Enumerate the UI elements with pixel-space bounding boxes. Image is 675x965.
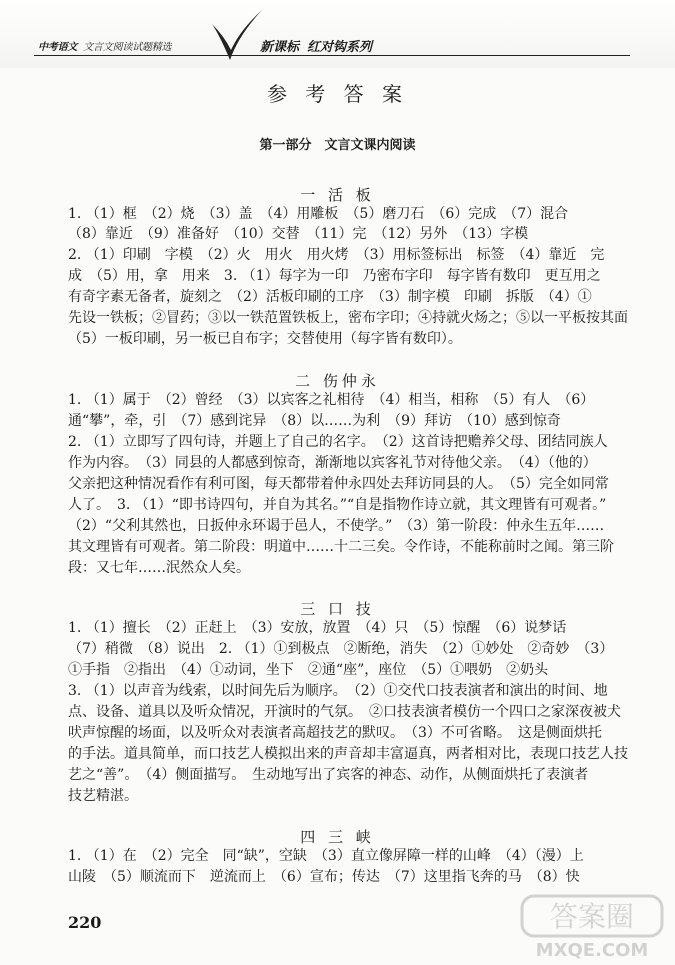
book-title: 中考语文 [38, 42, 78, 53]
answer-line: 1. （1）擅长 （2）正赶上 （3）安放，放置 （4）只 （5）惊醒 （6）说梦话 [68, 620, 567, 636]
answer-line: （8）靠近 （9）准备好 （10）交替 （11）完 （12）另外 （13）字模 [68, 226, 529, 242]
answer-line: ①手指 ②指出 （4）①动词，坐下 ②通“座”，座位 （5）①喂奶 ②奶头 [68, 662, 549, 678]
svg-text:MXQE.COM: MXQE.COM [535, 940, 649, 961]
answer-line: 作为内容。 （3）同县的人都感到惊奇，渐渐地以宾客礼节对待他父亲。 （4）（他的） [68, 455, 597, 471]
answer-line: 父亲把这种情况看作有利可图，每天都带着仲永四处去拜访同县的人。 （5）完全如同常 [68, 476, 609, 492]
series-label: 红对钩系列 [307, 40, 373, 55]
answer-line: 成 （5）用，拿 用来 3. （1）每字为一印 乃密布字印 每字皆有数印 更互用之 [68, 268, 601, 284]
answer-line: （7）稍微 （8）说出 2. （1）①到极点 ②断绝，消失 （2）①妙处 ②奇妙 （3） [68, 641, 614, 657]
book-subtitle: 文言文阅读试题精选 [83, 42, 172, 53]
brand-label: 新课标 [260, 40, 300, 55]
answer-line: （2）“父利其然也，日扳仲永环谒于邑人，不使学。” （3）第一阶段：仲永生五年…… [68, 518, 605, 534]
header-divider [34, 55, 630, 56]
answer-line: 人了。 3. （1）“即书诗四句，并自为其名。”“自是指物作诗立就，其文理皆有可观者。” [68, 497, 607, 513]
answer-line: 点、设备、道具以及听众情况，开演时的气氛。 ②口技表演者模仿一个四口之家深夜被犬 [68, 704, 621, 720]
answer-line: 1. （1）属于 （2）曾经 （3）以宾客之礼相待 （4）相当，相称 （5）有人 （6） [68, 392, 595, 408]
section-title: 三 口 技 [300, 600, 375, 618]
answer-line: 通“攀”，牵，引 （7）感到诧异 （8）以……为利 （9）拜访 （10）感到惊奇 [68, 413, 561, 429]
svg-text:答案圈: 答案圈 [549, 900, 635, 933]
answer-line: 有奇字素无备者，旋刻之 （2）活板印刷的工序 （3）制字模 印刷 拆版 （4）① [68, 289, 592, 305]
answer-line: 2. （1）印刷 字模 （2）火 用火 用火烤 （3）用标签标出 标签 （4）靠近 完 [68, 247, 605, 263]
running-header [0, 0, 675, 68]
site-watermark-logo [518, 892, 666, 962]
answer-line: 技艺精湛。 [68, 788, 138, 804]
part-title: 第一部分 文言文课内阅读 [259, 138, 416, 153]
answer-line: 1. （1）在 （2）完全 同“缺”，空缺 （3）直立像屏障一样的山峰 （4）（漫）上 [68, 848, 584, 864]
series-header [260, 36, 372, 55]
answer-line: 的手法。道具简单，而口技艺人模拟出来的声音却丰富逼真，两者相对比，表现口技艺人技 [68, 746, 628, 762]
page-number: 220 [68, 913, 102, 932]
answer-line: 1. （1）框 （2）烧 （3）盖 （4）用雕板 （5）磨刀石 （6）完成 （7）混合 [68, 206, 569, 222]
section-title: 一 活 板 [300, 186, 375, 204]
book-title-header [38, 38, 171, 53]
answer-line: 2. （1）立即写了四句诗，并题上了自己的名字。 （2）这首诗把赡养父母、团结同族人 [68, 434, 608, 450]
section-title: 四 三 峡 [300, 828, 375, 846]
answer-line: 3. （1）以声音为线索，以时间先后为顺序。 （2）①交代口技表演者和演出的时间、地 [68, 683, 608, 699]
checkmark-logo-icon [208, 6, 264, 68]
answer-line: （5）一板印刷，另一板已自布字；交替使用（每字皆有数印）。 [68, 331, 462, 347]
section-title: 二 伤仲永 [295, 372, 380, 390]
answer-line: 其文理皆有可观者。第二阶段：明道中……十二三矣。令作诗，不能称前时之闻。第三阶 [68, 539, 614, 555]
answer-line: 山陵 （5）顺流而下 逆流而上 （6）宣布；传达 （7）这里指飞奔的马 （8）快 [68, 869, 580, 885]
page-title: 参 考 答 案 [266, 82, 409, 106]
answer-line: 先设一铁板；②冒药；③以一铁范置铁板上，密布字印；④持就火炀之；⑤以一平板按其面 [68, 310, 628, 326]
answer-line: 吠声惊醒的场面，以及听众对表演者高超技艺的默叹。 （3）不可省略。 这是侧面烘托 [68, 725, 602, 741]
answer-line: 段：又七年……泯然众人矣。 [68, 560, 250, 576]
answer-line: 艺之“善”。 （4）侧面描写。 生动地写出了宾客的神态、动作，从侧面烘托了表演者 [68, 767, 589, 783]
